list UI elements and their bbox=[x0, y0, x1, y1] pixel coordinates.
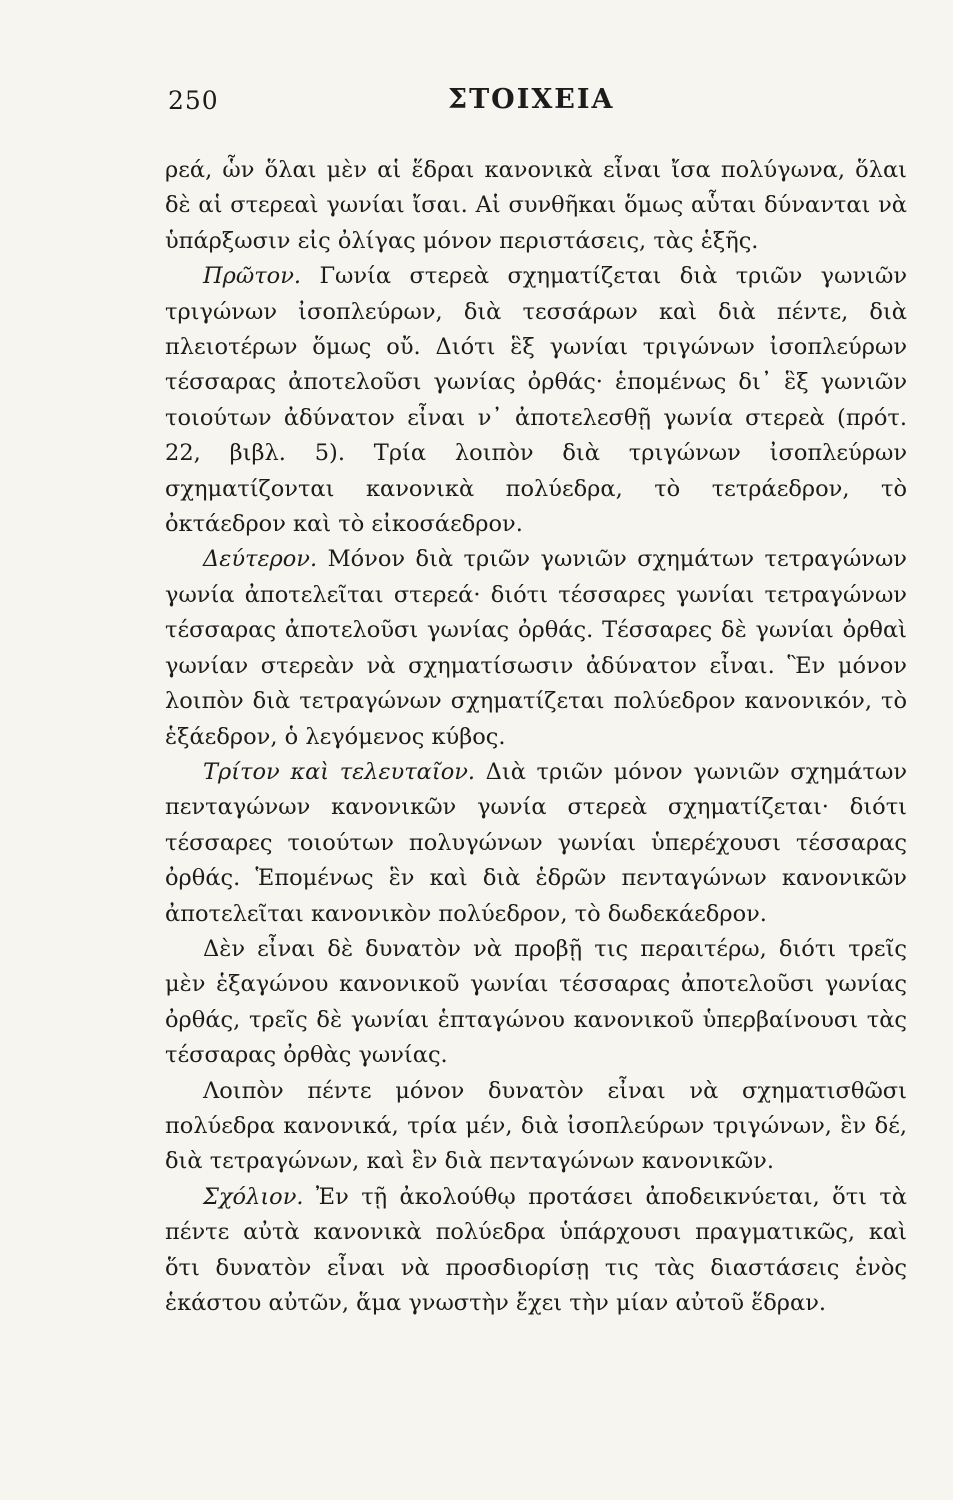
paragraph-no-further bbox=[165, 932, 907, 1074]
paragraph-case-third bbox=[165, 755, 907, 932]
paragraph-text: Ἐν τῇ ἀκολούθῳ προτάσει ἀποδεικνύεται, ὅτι τὰ πέντε αὐτὰ κανονικὰ πολύεδρα ὑπάρχουσι πραγματικῶς, καὶ ὅτι δυνατὸν εἶναι νὰ προσδιορίσῃ τις τὰς διαστάσεις ἑνὸς ἑκάστου αὐτῶν, ἅμα γνωστὴν ἔχει τὴν μίαν αὐτοῦ ἕδραν. bbox=[165, 1183, 907, 1316]
paragraph-scholium bbox=[165, 1180, 907, 1322]
paragraph-text: Μόνον διὰ τριῶν γωνιῶν σχημάτων τετραγώνων γωνία ἀποτελεῖται στερεά· διότι τέσσαρες γωνίαι τετραγώνων τέσσαρας ἀποτελοῦσι γωνίας ὀρθάς. Τέσσαρες δὲ γωνίαι ὀρθαὶ γωνίαν στερεὰν νὰ σχηματίσωσιν ἀδύνατον εἶναι. Ἓν μόνον λοιπὸν διὰ τετραγώνων σχηματίζεται πολύεδρον κανονικόν, τὸ ἑξάεδρον, ὁ λεγόμενος κύβος. bbox=[165, 546, 907, 750]
page-header bbox=[0, 80, 953, 120]
paragraph-text: Γωνία στερεὰ σχηματίζεται διὰ τριῶν γωνιῶν τριγώνων ἰσοπλεύρων, διὰ τεσσάρων καὶ διὰ πέντε, διὰ πλειοτέρων ὅμως οὔ. Διότι ἓξ γωνίαι τριγώνων ἰσοπλεύρων τέσσαρας ἀποτελοῦσι γωνίας ὀρθάς· ἑπομένως δι᾽ ἓξ γωνιῶν τοιούτων ἀδύνατον εἶναι ν᾽ ἀποτελεσθῇ γωνία στερεὰ (πρότ. 22, βιβλ. 5). Τρία λοιπὸν διὰ τριγώνων ἰσοπλεύρων σχηματίζονται κανονικὰ πολύεδρα, τὸ τετράεδρον, τὸ ὀκτάεδρον καὶ τὸ εἰκοσάεδρον. bbox=[165, 263, 907, 538]
paragraph-intro bbox=[165, 153, 907, 259]
paragraph-case-second bbox=[165, 542, 907, 754]
case-label: Πρῶτον. bbox=[203, 263, 302, 290]
paragraph-text: Δὲν εἶναι δὲ δυνατὸν νὰ προβῇ τις περαιτέρω, διότι τρεῖς μὲν ἑξαγώνου κανονικοῦ γωνίαι τέσσαρας ἀποτελοῦσι γωνίας ὀρθάς, τρεῖς δὲ γωνίαι ἑπταγώνου κανονικοῦ ὑπερβαίνουσι τὰς τέσσαρας ὀρθὰς γωνίας. bbox=[165, 935, 907, 1069]
case-label: Δεύτερον. bbox=[203, 546, 318, 573]
paragraph-text: Διὰ τριῶν μόνον γωνιῶν σχημάτων πενταγώνων κανονικῶν γωνία στερεὰ σχηματίζεται· διότι τέσσαρες τοιούτων πολυγώνων γωνίαι ὑπερέχουσι τέσσαρας ὀρθάς. Ἑπομένως ἓν καὶ διὰ ἑδρῶν πενταγώνων κανονικῶν ἀποτελεῖται κανονικὸν πολύεδρον, τὸ δωδεκάεδρον. bbox=[165, 758, 908, 927]
paragraph-text: ρεά, ὧν ὅλαι μὲν αἱ ἕδραι κανονικὰ εἶναι ἴσα πολύγωνα, ὅλαι δὲ αἱ στερεαὶ γωνίαι ἴσαι. Αἱ συνθῆκαι ὅμως αὗται δύνανται νὰ ὑπάρξωσιν εἰς ὀλίγας μόνον περιστάσεις, τὰς ἑξῆς. bbox=[165, 157, 907, 254]
case-label: Σχόλιον. bbox=[203, 1183, 304, 1210]
paragraph-conclusion bbox=[165, 1074, 907, 1180]
body-text bbox=[165, 153, 907, 1321]
case-label: Τρίτον καὶ τελευταῖον. bbox=[203, 758, 476, 785]
paragraph-case-first bbox=[165, 259, 907, 542]
running-title: ΣΤΟΙΧΕΙΑ bbox=[448, 84, 615, 115]
page-number: 250 bbox=[168, 86, 219, 115]
paragraph-text: Λοιπὸν πέντε μόνον δυνατὸν εἶναι νὰ σχηματισθῶσι πολύεδρα κανονικά, τρία μέν, διὰ ἰσοπλεύρων τριγώνων, ἓν δέ, διὰ τετραγώνων, καὶ ἓν διὰ πενταγώνων κανονικῶν. bbox=[165, 1077, 907, 1175]
